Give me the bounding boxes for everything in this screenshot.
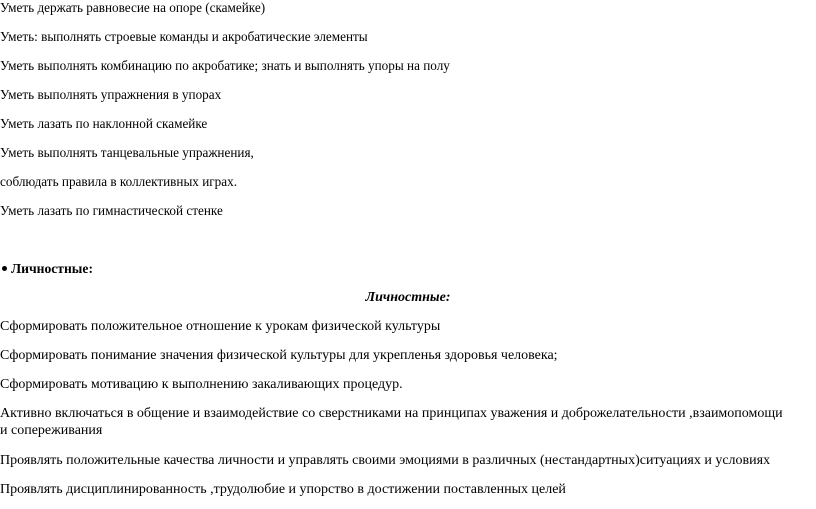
personal-item: Сформировать положительное отношение к урокам физической культуры	[0, 319, 441, 334]
personal-item: Активно включаться в общение и взаимодействие со сверстниками на принципах уважения и доброжелательности ,взаимопомощи и сопереживания	[0, 406, 783, 438]
personal-item: Проявлять положительные качества личности и управлять своими эмоциями в различных (нестандартных)ситуациях и условиях	[0, 453, 771, 468]
skill-item: соблюдать правила в коллективных играх.	[0, 174, 237, 189]
skill-item: Уметь: выполнять строевые команды и акробатические элементы	[0, 29, 368, 44]
personal-item: Проявлять дисциплинированность ,трудолюбие и упорство в достижении поставленных целей	[0, 482, 566, 497]
personal-item: Сформировать понимание значения физической культуры для укрепленья здоровья человека;	[0, 348, 558, 363]
personal-bullet-heading-text: Личностные:	[11, 261, 93, 276]
personal-bullet-heading	[0, 261, 93, 277]
skill-item: Уметь лазать по гимнастической стенке	[0, 203, 223, 218]
personal-item: Сформировать мотивацию к выполнению закаливающих процедур.	[0, 377, 403, 392]
skill-item: Уметь держать равновесие на опоре (скамейке)	[0, 0, 266, 15]
bullet-icon	[2, 266, 7, 271]
skill-item: Уметь лазать по наклонной скамейке	[0, 116, 208, 131]
skill-item: Уметь выполнять комбинацию по акробатике; знать и выполнять упоры на полу	[0, 58, 450, 73]
skill-item: Уметь выполнять упражнения в упорах	[0, 87, 222, 102]
personal-center-heading: Личностные:	[365, 290, 451, 305]
skill-item: Уметь выполнять танцевальные упражнения,	[0, 145, 254, 160]
